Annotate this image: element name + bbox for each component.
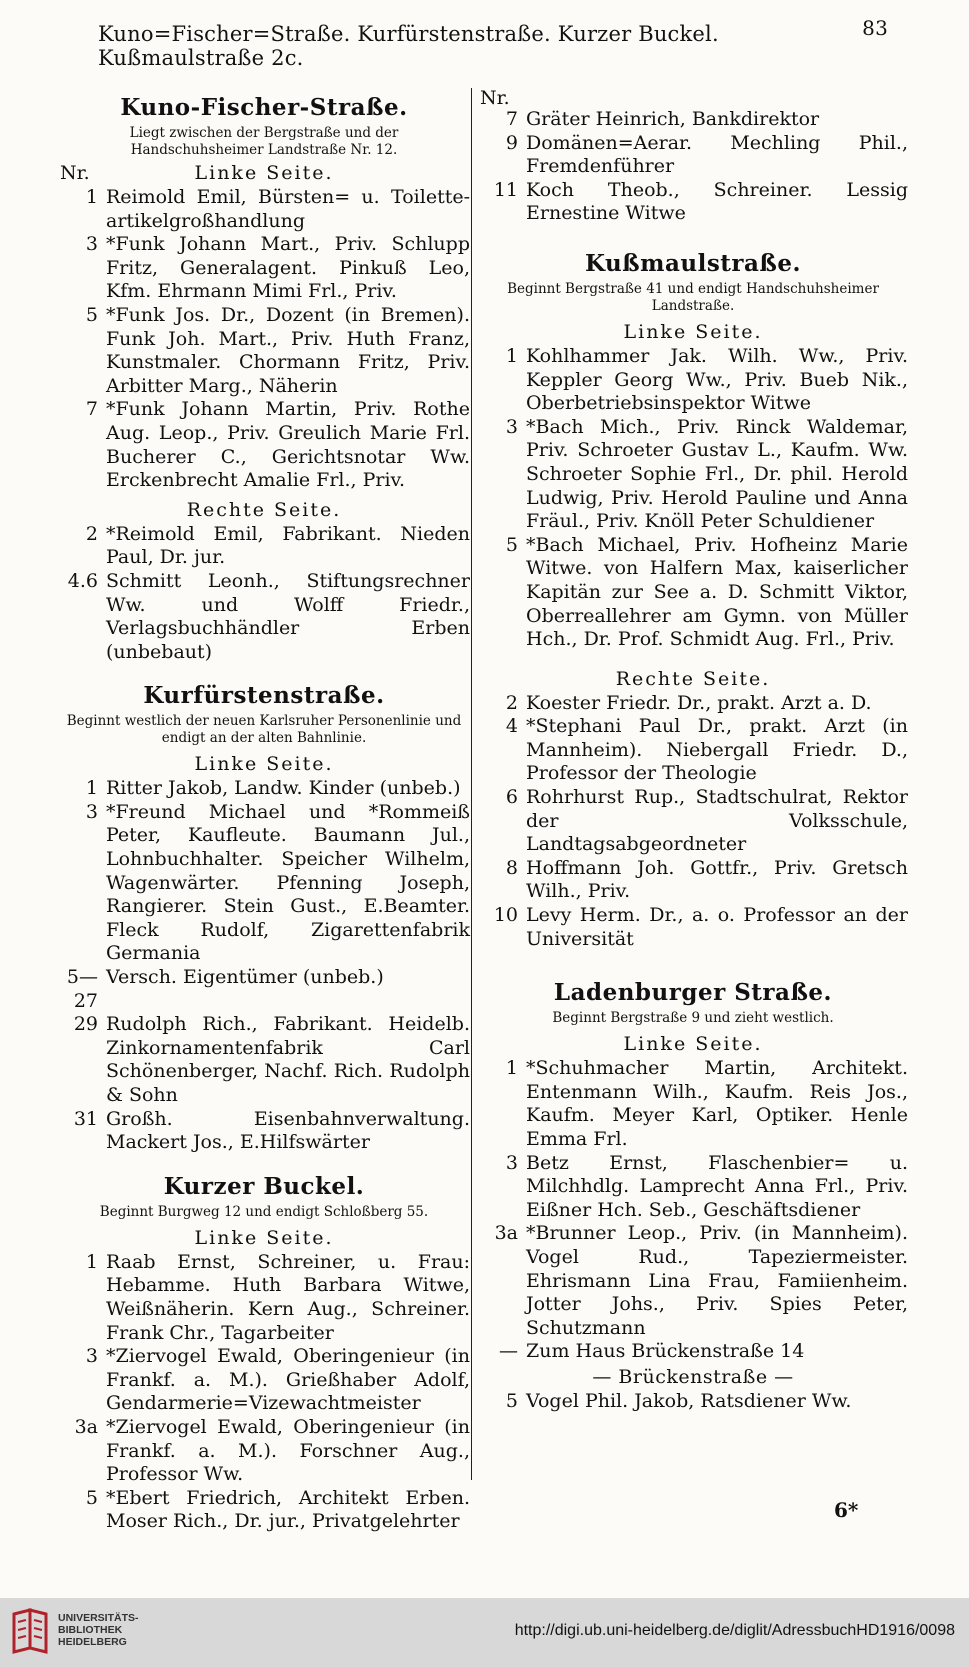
residents-text: Koch Theob., Schreiner. Lessig Ernestine Witwe <box>526 178 908 225</box>
residents-text: Ritter Jakob, Landw. Kinder (unbeb.) <box>106 777 461 800</box>
entry-list <box>58 1251 470 1534</box>
entry-list <box>478 345 908 652</box>
directory-entry <box>58 1108 470 1155</box>
residents-text: *Ziervogel Ewald, Oberingenieur (in Frankf. a. M.). Grießhaber Adolf, Gendarmerie=Vizewachtmeister <box>106 1345 470 1415</box>
house-number: 9 <box>505 131 518 154</box>
side-header <box>58 162 470 186</box>
directory-entry <box>478 534 908 652</box>
directory-entry <box>478 108 908 132</box>
directory-entry <box>478 1390 908 1414</box>
left-column <box>58 88 470 1534</box>
entry-list <box>478 1390 908 1414</box>
street-title: Kurzer Buckel. <box>163 1172 365 1200</box>
directory-entry <box>478 904 908 951</box>
residents-text: Versch. Eigentümer (unbeb.) <box>106 966 384 989</box>
directory-entry <box>478 179 908 226</box>
residents-text: *Funk Johann Martin, Priv. Rothe Aug. Leop., Priv. Greulich Marie Frl. Bucherer C., Gerichtsnotar Ww. Erckenbrecht Amalie Frl., Priv. <box>106 398 470 492</box>
directory-entry <box>478 715 908 786</box>
directory-entry <box>58 1251 470 1345</box>
library-name <box>58 1612 139 1648</box>
house-number: 1 <box>505 1057 518 1080</box>
house-number: 1 <box>85 186 98 208</box>
house-number: 8 <box>505 856 518 879</box>
entry-list <box>478 1057 908 1364</box>
street-title: Kußmaulstraße. <box>584 249 802 277</box>
house-number: 3a <box>74 1415 98 1438</box>
nr-label: Nr. <box>480 87 510 109</box>
directory-entry <box>478 857 908 904</box>
directory-entry <box>58 966 470 1013</box>
street-intro: Beginnt Burgweg 12 und endigt Schloßberg 55. <box>99 1203 429 1220</box>
directory-entry <box>478 132 908 179</box>
side-label-left: Linke Seite. <box>623 320 763 343</box>
directory-entry <box>478 1152 908 1223</box>
street-title: Kurfürstenstraße. <box>143 682 385 710</box>
directory-entry <box>478 786 908 857</box>
entry-list <box>58 777 470 1155</box>
house-number: 3 <box>85 800 98 823</box>
directory-entry <box>58 398 470 492</box>
entry-list <box>58 186 470 493</box>
street-intro: Liegt zwischen der Bergstraße und der Handschuhsheimer Landstraße Nr. 12. <box>129 125 399 158</box>
residents-text: Vogel Phil. Jakob, Ratsdiener Ww. <box>526 1389 852 1412</box>
signature-mark: 6* <box>834 1498 859 1522</box>
residents-text: Reimold Emil, Bürsten= u. Toilette-artikelgroßhandlung <box>106 186 470 232</box>
street-kurfuersten <box>58 682 470 1155</box>
directory-entry <box>478 692 908 716</box>
house-number: 7 <box>85 398 98 421</box>
residents-text: *Brunner Leop., Priv. (in Mannheim). Vogel Rud., Tapeziermeister. Ehrismann Lina Frau, Famiienheim. Jotter Johs., Priv. Spies Peter, Schutzmann <box>526 1222 908 1339</box>
house-number: 1 <box>85 777 98 800</box>
residents-text: Domänen=Aerar. Mechling Phil., Fremdenführer <box>526 131 908 178</box>
library-line-3: HEIDELBERG <box>58 1636 127 1648</box>
residents-text: *Freund Michael und *Rommeiß Peter, Kaufleute. Baumann Jul., Lohnbuchhalter. Speicher Wilhelm, Wagenwärter. Pfenning Joseph, Rangierer. Stein Gust., E.Beamter. Fleck Rudolf, Zigarettenfabrik Germania <box>106 800 470 965</box>
directory-entry <box>478 345 908 416</box>
house-number: 1 <box>85 1250 98 1273</box>
house-number: 4.6 <box>67 569 98 592</box>
library-logo-icon <box>8 1608 52 1656</box>
residents-text: Großh. Eisenbahnverwaltung. Mackert Jos., E.Hilfswärter <box>106 1107 470 1154</box>
residents-text: *Ebert Friedrich, Architekt Erben. Moser Rich., Dr. jur., Privatgelehrter <box>106 1486 470 1533</box>
directory-entry <box>58 570 470 664</box>
library-line-2: BIBLIOTHEK <box>58 1624 123 1636</box>
directory-entry <box>478 1340 908 1364</box>
nr-label: Nr. <box>60 162 90 184</box>
residents-text: Zum Haus Brückenstraße 14 <box>526 1340 805 1363</box>
residents-text: Betz Ernst, Flaschenbier= u. Milchhdlg. Lamprecht Anna Frl., Priv. Eißner Hch. Seb., Geschäftsdiener <box>526 1151 908 1221</box>
page-number: 83 <box>862 16 888 40</box>
residents-text: *Bach Mich., Priv. Rinck Waldemar, Priv. Schroeter Gustav L., Kaufm. Ww. Schroeter Sophie Frl., Dr. phil. Herold Ludwig, Priv. Herold Pauline und Anna Fräul., Priv. Knöll Peter Schuldiener <box>526 415 908 533</box>
street-kuno-fischer <box>58 94 470 664</box>
house-number: 10 <box>493 904 518 927</box>
directory-entry <box>58 233 470 304</box>
house-number: 5—27 <box>66 966 98 1012</box>
residents-text: Schmitt Leonh., Stiftungsrechner Ww. und Wolff Friedr., Verlagsbuchhändler Erben (unbebaut) <box>106 569 470 663</box>
house-number: 31 <box>73 1107 98 1130</box>
entry-list <box>478 692 908 952</box>
side-label-left: Linke Seite. <box>194 162 334 184</box>
viewer-footer <box>0 1598 969 1667</box>
residents-text: *Funk Johann Mart., Priv. Schlupp Fritz, Generalagent. Pinkuß Leo, Kfm. Ehrmann Mimi Frl., Priv. <box>106 233 470 303</box>
street-intro: Beginnt Bergstraße 41 und endigt Handschuhsheimer Landstraße. <box>507 280 879 314</box>
house-number: 5 <box>505 1389 518 1412</box>
street-intro: Beginnt Bergstraße 9 und zieht westlich. <box>552 1010 834 1027</box>
directory-entry <box>58 1345 470 1416</box>
house-number: 2 <box>85 522 98 545</box>
house-number: 3 <box>505 415 518 438</box>
directory-entry <box>58 801 470 966</box>
directory-entry <box>58 523 470 570</box>
house-number: 3 <box>505 1151 518 1174</box>
cross-street: — Brückenstraße — <box>592 1365 794 1388</box>
house-number: 2 <box>505 691 518 714</box>
house-number: 3 <box>85 233 98 256</box>
residents-text: Rohrhurst Rup., Stadtschulrat, Rektor der Volksschule, Landtagsabgeordneter <box>526 786 908 856</box>
residents-text: *Bach Michael, Priv. Hofheinz Marie Witwe. von Halfern Max, kaiserlicher Kapitän zur See a. D. Schmitt Viktor, Oberreallehrer am Gymn. von Müller Hch., Dr. Prof. Schmidt Aug. Frl., Priv. <box>526 533 908 651</box>
side-label-left: Linke Seite. <box>194 1226 334 1249</box>
residents-text: Kohlhammer Jak. Wilh. Ww., Priv. Keppler Georg Ww., Priv. Bueb Nik., Oberbetriebsinspektor Witwe <box>526 344 908 415</box>
house-number: 3a <box>494 1222 518 1245</box>
directory-entry <box>58 1013 470 1107</box>
entry-list <box>58 523 470 665</box>
residents-text: *Ziervogel Ewald, Oberingenieur (in Frankf. a. M.). Forschner Aug., Professor Ww. <box>106 1415 470 1486</box>
street-intro: Beginnt westlich der neuen Karlsruher Personenlinie und endigt an der alten Bahnlinie. <box>66 713 462 747</box>
directory-entry <box>478 1057 908 1151</box>
residents-text: Gräter Heinrich, Bankdirektor <box>526 108 820 130</box>
house-number: 29 <box>73 1013 98 1036</box>
directory-entry <box>58 1487 470 1534</box>
directory-entry <box>58 304 470 398</box>
house-number: 5 <box>85 1486 98 1509</box>
source-url-link[interactable]: http://digi.ub.uni-heidelberg.de/diglit/AdressbuchHD1916/0098 <box>514 1622 955 1639</box>
directory-entry <box>58 186 470 233</box>
residents-text: *Reimold Emil, Fabrikant. Nieden Paul, Dr. jur. <box>106 522 470 569</box>
residents-text: Koester Friedr. Dr., prakt. Arzt a. D. <box>526 691 872 714</box>
residents-text: Rudolph Rich., Fabrikant. Heidelb. Zinkornamentenfabrik Carl Schönenberger, Nachf. Rich. Rudolph & Sohn <box>106 1013 470 1106</box>
entry-list <box>478 108 908 226</box>
house-number: 6 <box>505 786 518 809</box>
side-label-left: Linke Seite. <box>623 1033 763 1056</box>
directory-entry <box>58 777 470 801</box>
residents-text: Raab Ernst, Schreiner, u. Frau: Hebamme. Huth Barbara Witwe, Weißnäherin. Kern Aug., Schreiner. Frank Chr., Tagarbeiter <box>106 1250 470 1344</box>
right-column <box>478 88 908 1414</box>
house-number: 11 <box>493 178 518 201</box>
street-title: Kuno-Fischer-Straße. <box>120 94 408 121</box>
residents-text: *Schuhmacher Martin, Architekt. Entenmann Wilh., Kaufm. Reis Jos., Kaufm. Meyer Karl, Optiker. Henle Emma Frl. <box>526 1057 908 1150</box>
side-label-left: Linke Seite. <box>194 753 334 776</box>
directory-entry <box>58 1416 470 1487</box>
house-number: 1 <box>505 344 518 367</box>
house-number: 7 <box>505 108 518 130</box>
column-divider <box>471 88 472 1480</box>
directory-entry <box>478 1222 908 1340</box>
street-kussmaul <box>478 250 908 951</box>
house-number: 4 <box>505 715 518 738</box>
residents-text: Levy Herm. Dr., a. o. Professor an der Universität <box>526 904 908 950</box>
side-label-right: Rechte Seite. <box>615 667 771 690</box>
directory-entry <box>478 416 908 534</box>
running-title: Kuno=Fischer=Straße. Kurfürstenstraße. Kurzer Buckel. Kußmaulstraße 2c. <box>98 22 719 70</box>
house-number: 3 <box>85 1345 98 1368</box>
street-title: Ladenburger Straße. <box>553 979 833 1007</box>
residents-text: *Stephani Paul Dr., prakt. Arzt (in Mannheim). Niebergall Friedr. D., Professor der Theologie <box>526 715 908 785</box>
house-number: 5 <box>85 303 98 326</box>
library-line-1: UNIVERSITÄTS- <box>58 1612 139 1624</box>
residents-text: *Funk Jos. Dr., Dozent (in Bremen). Funk Joh. Mart., Priv. Huth Franz, Kunstmaler. Chormann Fritz, Priv. Arbitter Marg., Näherin <box>106 303 470 397</box>
side-label-right: Rechte Seite. <box>186 498 342 521</box>
house-number: — <box>499 1340 518 1363</box>
running-header <box>98 16 888 70</box>
street-kurzer-buckel <box>58 1173 470 1534</box>
house-number: 5 <box>505 533 518 556</box>
street-ladenburger <box>478 979 908 1413</box>
residents-text: Hoffmann Joh. Gottfr., Priv. Gretsch Wilh., Priv. <box>526 856 908 903</box>
